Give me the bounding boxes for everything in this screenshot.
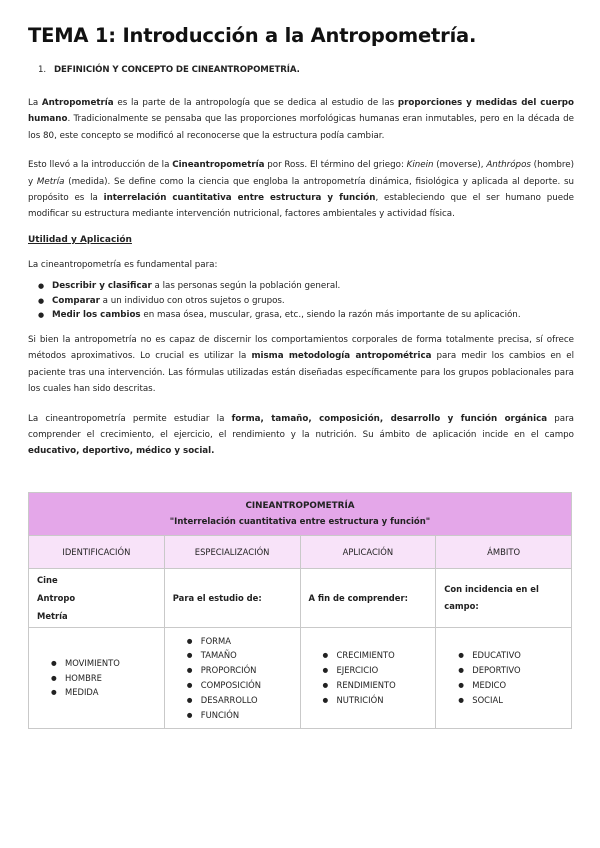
section-number: 1. (38, 65, 46, 75)
table-cell (164, 628, 300, 729)
list-item: ● Comparar a un individuo con otros sujetos o grupos. (38, 294, 574, 309)
list-item: ● NUTRICIÓN (323, 693, 428, 708)
list-item: ● DESARROLLO (187, 693, 292, 708)
list-item: ● EJERCICIO (323, 663, 428, 678)
paragraph-cineantropometria: Esto llevó a la introducción de la Cineantropometría por Ross. El término del griego: Kinein (moverse), Anthrópos (hombre) y Metría (medida). Se define como la ciencia que engloba la antropometría dinámica, fisiológica y aplicada al deporte. su propósito es la interrelación cuantitativa entre estructura y función, estableciendo que el ser humano puede modificar su estructura mediante intervención nutricional, factores ambientales y actividad física. (28, 160, 574, 220)
cineantropometria-table (28, 492, 572, 729)
list-item: ● CRECIMIENTO (323, 648, 428, 663)
bullet-list (28, 279, 574, 323)
section-heading (38, 65, 574, 75)
paragraph-intro-list: La cineantropometría es fundamental para: (28, 259, 218, 270)
table-cell: Para el estudio de: (164, 569, 300, 628)
list-item: ● RENDIMIENTO (323, 678, 428, 693)
table-cell (300, 628, 436, 729)
list-item: ● SOCIAL (458, 693, 563, 708)
paragraph-ambito: La cineantropometría permite estudiar la forma, tamaño, composición, desarrollo y función orgánica para comprender el crecimiento, el ejercicio, el rendimiento y la nutrición. Su ámbito de aplicación incide en el campo educativo, deportivo, médico y social. (28, 413, 574, 457)
table-cell (436, 628, 572, 729)
list-item: ● Medir los cambios en masa ósea, muscular, grasa, etc., siendo la razón más importante de su aplicación. (38, 308, 574, 323)
list-item: ● FORMA (187, 634, 292, 649)
paragraph-metodologia: Si bien la antropometría no es capaz de discernir los comportamientos corporales de forma totalmente precisa, sí ofrece métodos aproximativos. Lo crucial es utilizar la misma metodología antropométrica para medir los cambios en el paciente tras una intervención. Las fórmulas utilizadas están diseñadas específicamente para los grupos poblacionales para los cuales han sido descritas. (28, 335, 575, 395)
table-title: CINEANTROPOMETRÍA (245, 501, 355, 511)
list-item: ● Describir y clasificar a las personas según la población general. (38, 279, 574, 294)
table-cell: Cine Antropo Metría (29, 569, 165, 628)
list-item: ● FUNCIÓN (187, 708, 292, 723)
section-heading-text: DEFINICIÓN Y CONCEPTO DE CINEANTROPOMETRÍA. (54, 65, 300, 75)
column-header: ESPECIALIZACIÓN (164, 536, 300, 569)
list-item: ● MEDIDA (51, 685, 156, 700)
table-header (29, 493, 572, 536)
list-item: ● COMPOSICIÓN (187, 678, 292, 693)
table-cell: Con incidencia en el campo: (436, 569, 572, 628)
list-item: ● EDUCATIVO (458, 648, 563, 663)
column-header: IDENTIFICACIÓN (29, 536, 165, 569)
list-item: ● MOVIMIENTO (51, 656, 156, 671)
list-item: ● PROPORCIÓN (187, 663, 292, 678)
table-cell: A fin de comprender: (300, 569, 436, 628)
subheading-utilidad: Utilidad y Aplicación (28, 234, 132, 245)
list-item: ● DEPORTIVO (458, 663, 563, 678)
paragraph-antropometria: La Antropometría es la parte de la antropología que se dedica al estudio de las proporciones y medidas del cuerpo humano. Tradicionalmente se pensaba que las proporciones morfológicas humanas eran inmutables, pero en la década de los 80, este concepto se modificó al reconocerse que la estructura podía cambiar. (28, 98, 574, 141)
table-cell (29, 628, 165, 729)
list-item: ● HOMBRE (51, 671, 156, 686)
list-item: ● MEDICO (458, 678, 563, 693)
table-row (29, 628, 572, 729)
page-title: TEMA 1: Introducción a la Antropometría. (28, 24, 477, 47)
column-header: APLICACIÓN (300, 536, 436, 569)
table-row (29, 569, 572, 628)
column-header: ÁMBITO (436, 536, 572, 569)
list-item: ● TAMAÑO (187, 648, 292, 663)
table-subtitle: "Interrelación cuantitativa entre estructura y función" (169, 517, 431, 527)
document-page (28, 24, 574, 460)
